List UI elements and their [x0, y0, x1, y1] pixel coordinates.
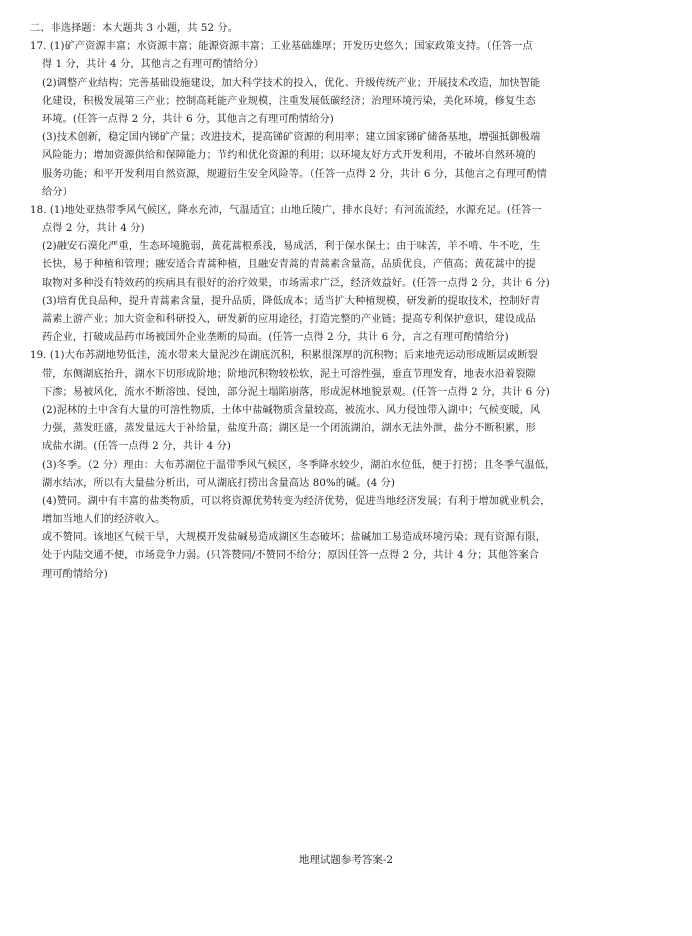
page-footer: 地理试题参考答案-2: [298, 854, 394, 866]
q19-line-5: 力强，蒸发旺盛，蒸发量远大于补给量，盐度升高；湖区是一个闭流湖泊，湖水无法外泄，盐分不断积累，形: [42, 423, 536, 435]
q19-line-8: 湖水结冰，所以有大量盐分析出，可从湖底打捞出含量高达 80%的碱。(4 分): [42, 477, 395, 489]
q17-line-4: 化建设，积极发展第三产业；控制高耗能产业规模，注重发展低碳经济；治理环境污染，美化环境，修复生态: [42, 95, 536, 107]
q17-line-6: (3)技术创新，稳定国内锑矿产量；改进技术，提高锑矿资源的利用率；建立国家锑矿储备基地，增强抵御极端: [42, 132, 541, 144]
q17-line-8: 服务功能；和平开发利用自然资源，规避衍生安全风险等。（任答一点得 2 分，共计 6 分，其他言之有理可酌情: [42, 168, 547, 180]
q17-line-9: 给分）: [42, 186, 73, 198]
q17-line-2: 得 1 分，共计 4 分，其他言之有理可酌情给分）: [42, 59, 264, 71]
q18-line-1: 18. (1)地处亚热带季风气候区，降水充沛，气温适宜；山地丘陵广，排水良好；有河流流经，水源充足。(任答一: [30, 204, 542, 216]
q19-line-2: 带，东侧湖底抬升，湖水下切形成阶地；阶地沉积物较松软，泥土可溶性强，垂直节理发育，地表水沿着裂隙: [42, 368, 536, 380]
q19-line-12: 处于内陆交通不便，市场竞争力弱。(只答赞同/不赞同不给分；原因任答一点得 2 分，共计 4 分；其他答案合: [42, 550, 540, 562]
q19-line-9: (4)赞同。湖中有丰富的盐类物质，可以将资源优势转变为经济优势，促进当地经济发展；有利于增加就业机会，: [42, 495, 551, 507]
document-body: [30, 20, 666, 584]
q18-line-4: 长快，易于种植和管理；融安适合青蒿种植，且融安青蒿的青蒿素含量高，品质优良，产值高；黄花蒿中的提: [42, 259, 536, 271]
q17-line-3: (2)调整产业结构；完善基础设施建设，加大科学技术的投入，优化、升级传统产业；开展技术改造，加快智能: [42, 77, 541, 89]
section-title: 二、非选择题：本大题共 3 小题，共 52 分。: [30, 23, 238, 34]
q18-line-3: (2)融安石漠化严重，生态环境脆弱，黄花蒿根系浅，易成活，利于保水保土；由于味苦，羊不啃、牛不吃，生: [42, 241, 541, 253]
q19-line-11: 或不赞同。该地区气候干旱，大规模开发盐碱易造成湖区生态破坏；盐碱加工易造成环境污染；现有资源有限，: [42, 532, 547, 544]
q18-line-8: 药企业，打破成品药市场被国外企业垄断的局面。(任答一点得 2 分，共计 6 分，言之有理可酌情给分): [42, 332, 509, 344]
q19-line-3: 下渗；易被风化，流水不断溶蚀、侵蚀，部分泥土塌陷崩落，形成泥林地貌景观。(任答一点得 2 分，共计 6 分): [42, 386, 550, 398]
q19-line-4: (2)泥林的土中含有大量的可溶性物质，土体中盐碱物质含量较高，被流水、风力侵蚀带入湖中；气候变暖，风: [42, 404, 541, 416]
q17-line-7: 风险能力；增加资源供给和保障能力；节约和优化资源的利用；以环境友好方式开发利用，不破坏自然环境的: [42, 150, 536, 162]
q18-line-7: 蒿素上游产业；加大资金和科研投入，研发新的应用途径，打造完整的产业链；提高专利保护意识，建设成品: [42, 314, 536, 325]
q19-line-1: 19. (1)大布苏湖地势低洼，流水带来大量泥沙在湖底沉积，积累很深厚的沉积物；后来地壳运动形成断层或断裂: [30, 350, 538, 362]
q18-line-5: 取物对多种没有特效药的疾病具有很好的治疗效果，市场需求广泛，经济效益好。(任答一点得 2 分，共计 6 分): [42, 277, 550, 289]
q19-line-6: 成盐水湖。(任答一点得 2 分，共计 4 分): [42, 441, 231, 453]
q18-line-2: 点得 2 分，共计 4 分): [42, 223, 145, 235]
q17-line-1: 17. (1)矿产资源丰富；水资源丰富；能源资源丰富；工业基础雄厚；开发历史悠久；国家政策支持。（任答一点: [30, 41, 533, 53]
q19-line-13: 理可酌情给分): [42, 568, 108, 580]
q18-line-6: (3)培育优良品种，提升青蒿素含量，提升品质，降低成本；适当扩大种植规模，研发新的提取技术，控制好青: [42, 295, 541, 307]
q17-line-5: 环境。(任答一点得 2 分，共计 6 分，其他言之有理可酌情给分): [42, 113, 334, 125]
q19-line-10: 增加当地人们的经济收入。: [42, 514, 166, 526]
q19-line-7: (3)冬季。（2 分）理由：大布苏湖位于温带季风气候区，冬季降水较少，湖泊水位低，便于打捞；且冬季气温低，: [42, 459, 556, 471]
